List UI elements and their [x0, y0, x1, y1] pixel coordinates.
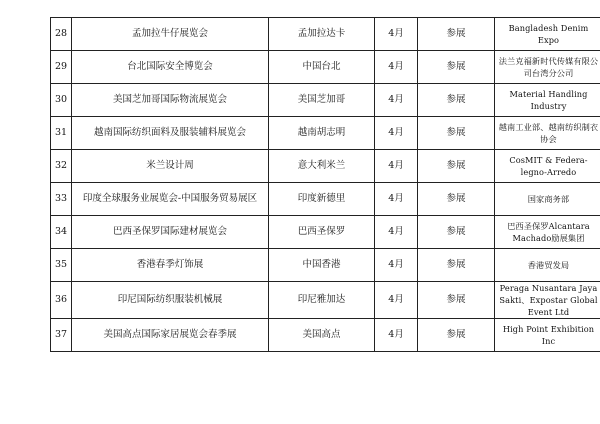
- exhibition-city: 巴西圣保罗: [269, 216, 375, 249]
- table-row: [51, 84, 600, 117]
- organizer: 香港贸发局: [495, 249, 600, 282]
- exhibition-name: 越南国际纺织面料及服装辅料展览会: [72, 117, 269, 150]
- organizer: 巴西圣保罗Alcantara Machado励展集团: [495, 216, 600, 249]
- table-row: [51, 282, 600, 319]
- exhibition-month: 4月: [375, 84, 418, 117]
- row-number: 28: [51, 18, 72, 51]
- row-number: 36: [51, 282, 72, 319]
- participation-type: 参展: [418, 249, 495, 282]
- row-number: 37: [51, 319, 72, 352]
- row-number: 30: [51, 84, 72, 117]
- table-row: [51, 216, 600, 249]
- exhibition-city: 美国芝加哥: [269, 84, 375, 117]
- row-number: 35: [51, 249, 72, 282]
- participation-type: 参展: [418, 117, 495, 150]
- row-number: 29: [51, 51, 72, 84]
- exhibition-city: 印尼雅加达: [269, 282, 375, 319]
- exhibition-name: 巴西圣保罗国际建材展览会: [72, 216, 269, 249]
- exhibition-month: 4月: [375, 150, 418, 183]
- table-row: [51, 319, 600, 352]
- table-row: [51, 249, 600, 282]
- participation-type: 参展: [418, 216, 495, 249]
- participation-type: 参展: [418, 84, 495, 117]
- exhibition-month: 4月: [375, 183, 418, 216]
- exhibition-city: 美国高点: [269, 319, 375, 352]
- row-number: 31: [51, 117, 72, 150]
- exhibition-month: 4月: [375, 51, 418, 84]
- organizer: 越南工业部、越南纺织制衣协会: [495, 117, 600, 150]
- row-number: 34: [51, 216, 72, 249]
- organizer: High Point Exhibition Inc: [495, 319, 600, 352]
- exhibition-city: 孟加拉达卡: [269, 18, 375, 51]
- table-row: [51, 150, 600, 183]
- row-number: 33: [51, 183, 72, 216]
- exhibition-name: 台北国际安全博览会: [72, 51, 269, 84]
- exhibition-name: 美国高点国际家居展览会春季展: [72, 319, 269, 352]
- table-row: [51, 117, 600, 150]
- participation-type: 参展: [418, 183, 495, 216]
- organizer: Bangladesh Denim Expo: [495, 18, 600, 51]
- organizer: 国家商务部: [495, 183, 600, 216]
- exhibition-name: 孟加拉牛仔展览会: [72, 18, 269, 51]
- exhibition-city: 中国台北: [269, 51, 375, 84]
- exhibition-month: 4月: [375, 282, 418, 319]
- exhibition-month: 4月: [375, 319, 418, 352]
- exhibition-name: 米兰设计周: [72, 150, 269, 183]
- exhibition-name: 印尼国际纺织服装机械展: [72, 282, 269, 319]
- organizer: Material Handling Industry: [495, 84, 600, 117]
- exhibition-month: 4月: [375, 216, 418, 249]
- participation-type: 参展: [418, 18, 495, 51]
- organizer: CosMIT & Federa-legno-Arredo: [495, 150, 600, 183]
- organizer: Peraga Nusantara Jaya Sakti、Expostar Global Event Ltd: [495, 282, 600, 319]
- participation-type: 参展: [418, 150, 495, 183]
- exhibition-city: 印度新德里: [269, 183, 375, 216]
- exhibition-table: [50, 17, 600, 352]
- table-row: [51, 18, 600, 51]
- exhibition-city: 越南胡志明: [269, 117, 375, 150]
- participation-type: 参展: [418, 319, 495, 352]
- table-row: [51, 51, 600, 84]
- row-number: 32: [51, 150, 72, 183]
- exhibition-month: 4月: [375, 117, 418, 150]
- exhibition-name: 美国芝加哥国际物流展览会: [72, 84, 269, 117]
- exhibition-month: 4月: [375, 18, 418, 51]
- table-row: [51, 183, 600, 216]
- exhibition-name: 印度全球服务业展览会-中国服务贸易展区: [72, 183, 269, 216]
- participation-type: 参展: [418, 51, 495, 84]
- exhibition-city: 中国香港: [269, 249, 375, 282]
- exhibition-name: 香港春季灯饰展: [72, 249, 269, 282]
- participation-type: 参展: [418, 282, 495, 319]
- organizer: 法兰克福新时代传媒有限公司台湾分公司: [495, 51, 600, 84]
- exhibition-city: 意大利米兰: [269, 150, 375, 183]
- exhibition-month: 4月: [375, 249, 418, 282]
